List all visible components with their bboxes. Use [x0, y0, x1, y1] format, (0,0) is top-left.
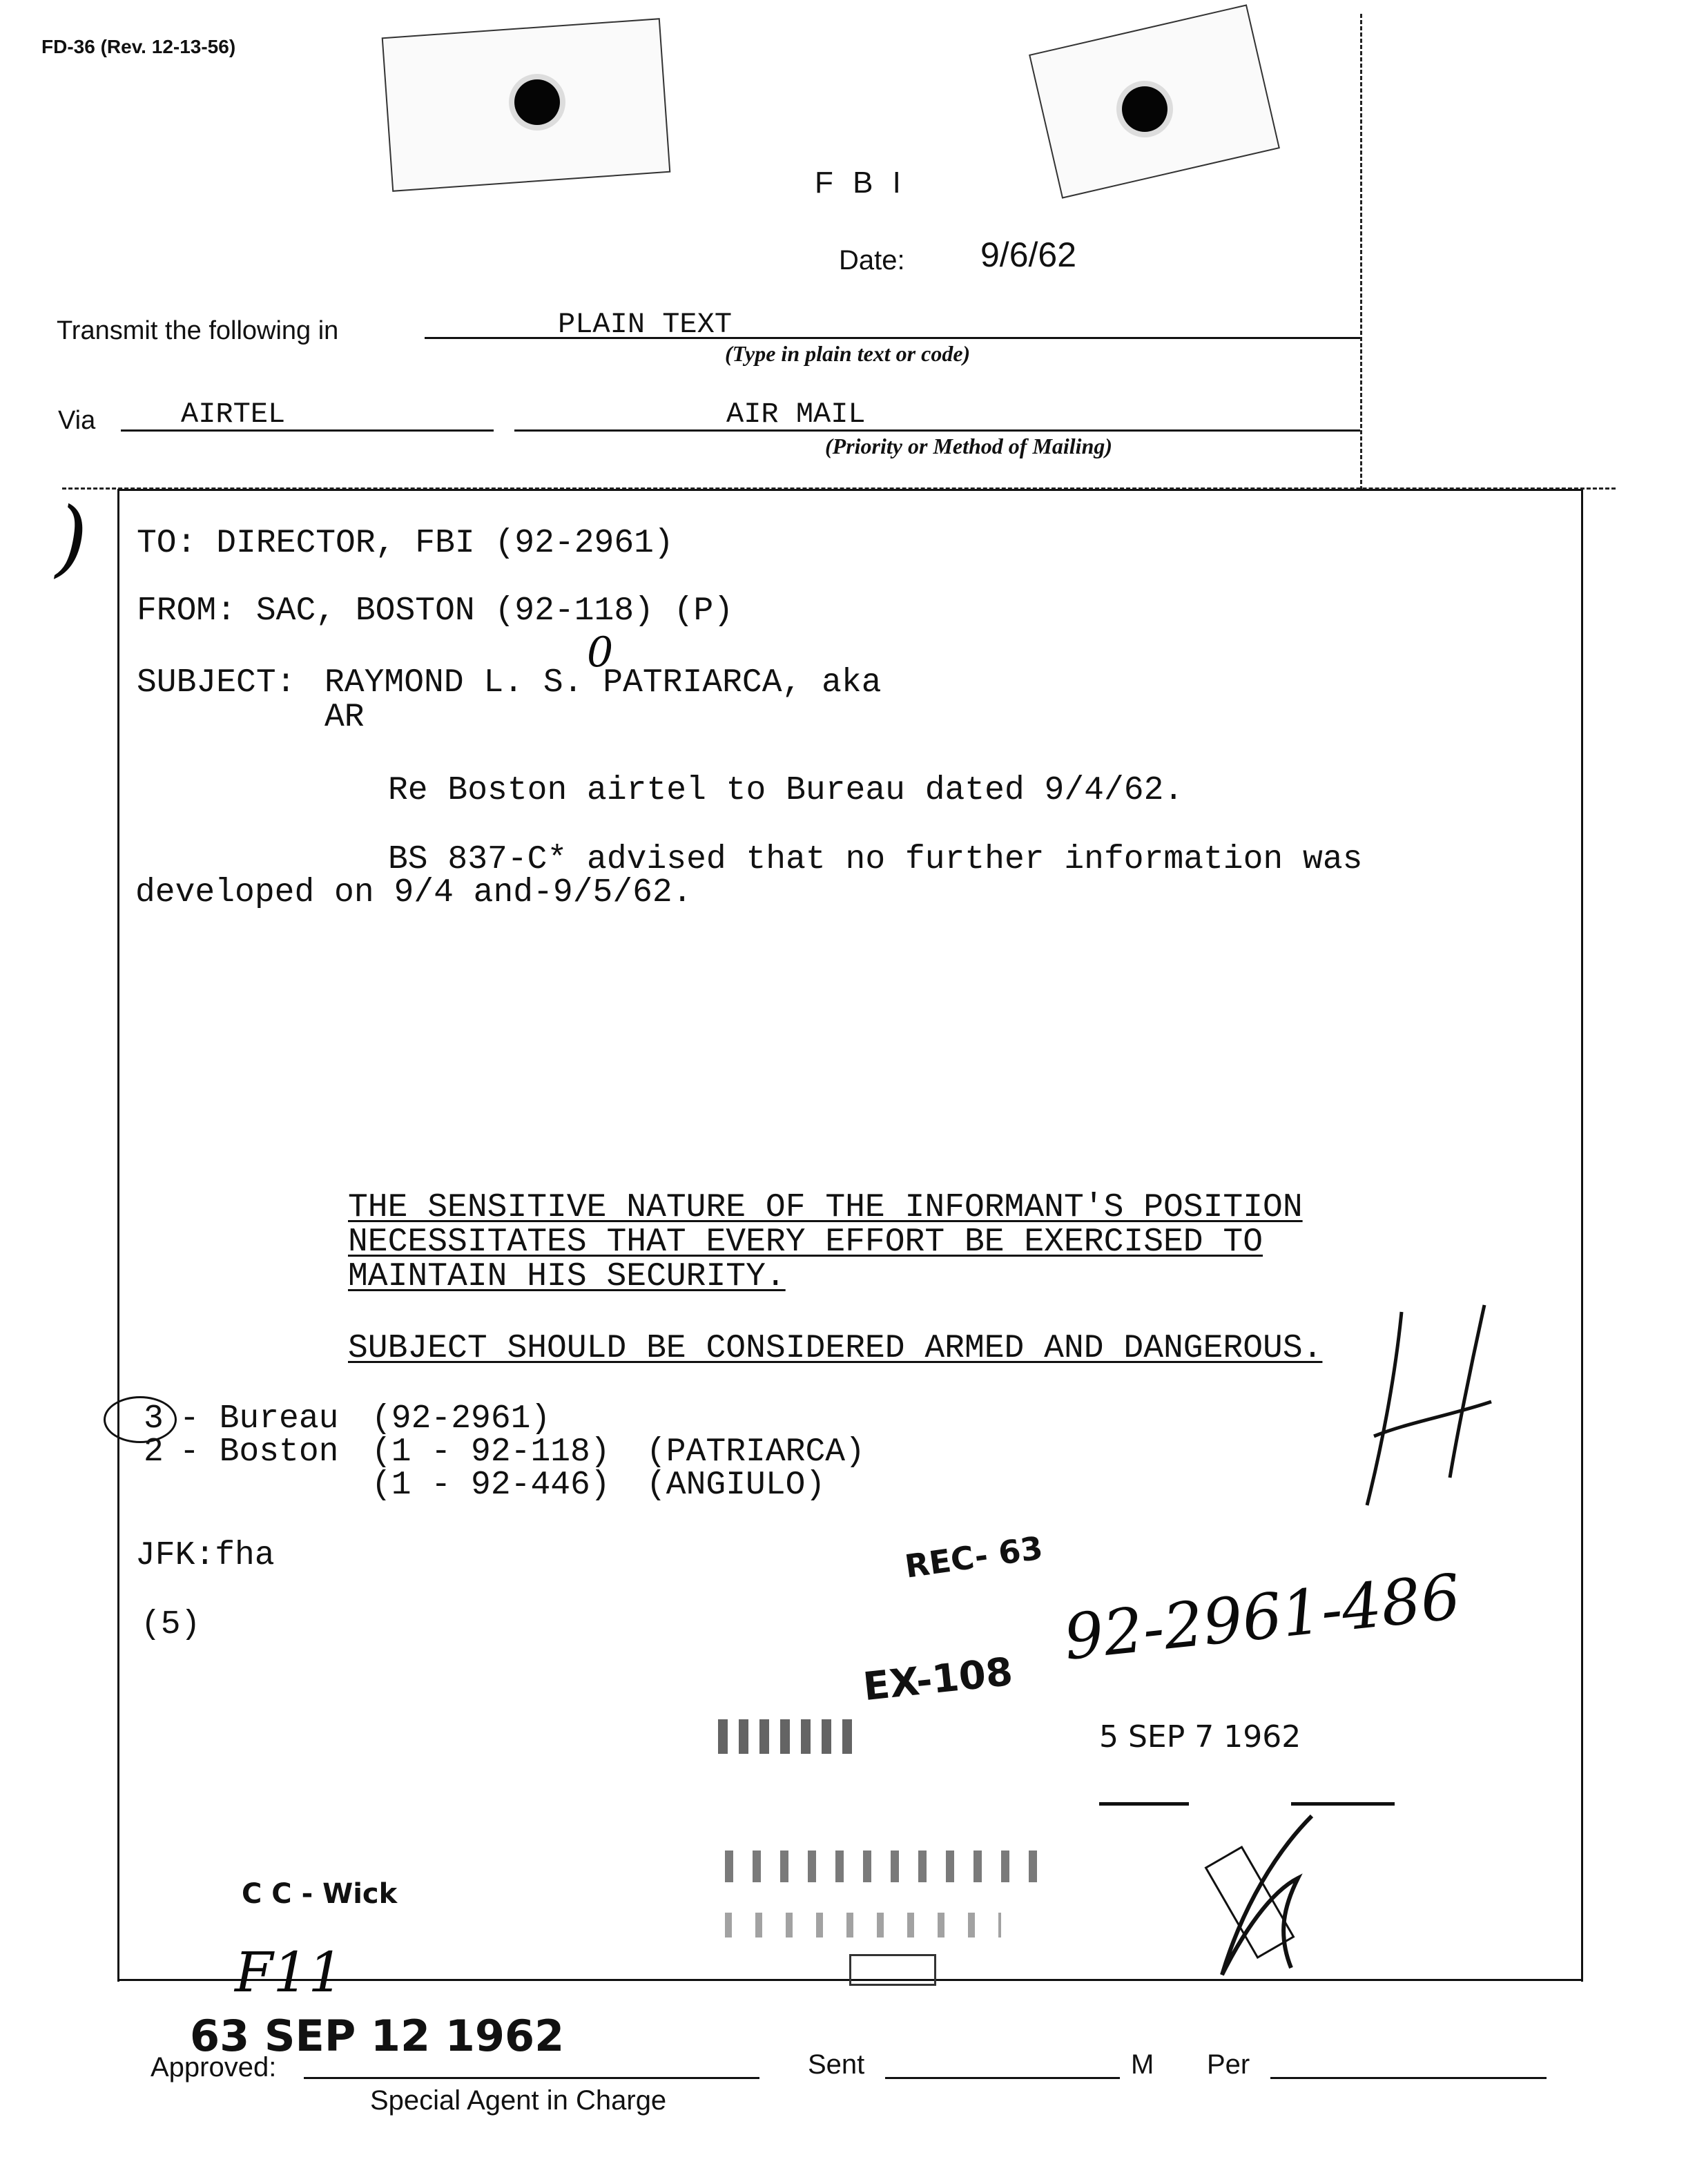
via-label: Via — [58, 406, 96, 435]
memo-para2-line2: developed on 9/4 and-9/5/62. — [135, 874, 692, 911]
message-box-top — [117, 489, 1581, 491]
distribution-count-2: 2 — [144, 1433, 164, 1471]
copies-count: (5) — [141, 1606, 201, 1643]
priority-line — [514, 429, 1360, 432]
memo-para1: Re Boston airtel to Bureau dated 9/4/62. — [388, 772, 1184, 809]
m-label: M — [1131, 2049, 1154, 2080]
message-box-left — [117, 489, 119, 1982]
memo-from: FROM: SAC, BOSTON (92-118) (P) — [137, 592, 734, 630]
armed-warning: SUBJECT SHOULD BE CONSIDERED ARMED AND DANGEROUS. — [348, 1330, 1323, 1367]
priority-note: (Priority or Method of Mailing) — [825, 434, 1113, 458]
approved-line — [304, 2077, 759, 2079]
smudged-stamp-1 — [718, 1719, 856, 1754]
memo-subject-code: AR — [324, 699, 365, 736]
handwritten-h-mark — [1353, 1298, 1505, 1519]
bottom-date-stamp: 63 SEP 12 1962 — [190, 2011, 565, 2061]
transmit-note: (Type in plain text or code) — [725, 341, 971, 366]
sent-line — [885, 2077, 1120, 2079]
distribution-note-3: (ANGIULO) — [646, 1467, 826, 1504]
transmit-label: Transmit the following in — [57, 316, 339, 345]
distribution-office-1: - Bureau — [180, 1400, 339, 1438]
distribution-file-2: (1 - 92-118) — [371, 1433, 610, 1471]
per-line — [1270, 2077, 1547, 2079]
distribution-note-2: (PATRIARCA) — [646, 1433, 865, 1471]
smudged-stamp-2 — [725, 1850, 1056, 1882]
agency-label: F B I — [815, 166, 907, 200]
received-date-rule-1 — [1099, 1802, 1189, 1806]
distribution-file-3: (1 - 92-446) — [371, 1467, 610, 1504]
margin-hand-mark: ) — [55, 490, 88, 586]
distribution-count-1: 3 — [144, 1400, 164, 1438]
ex-stamp: EX-108 — [861, 1649, 1015, 1710]
form-number: FD-36 (Rev. 12-13-56) — [41, 36, 236, 57]
typist-initials: JFK:fha — [135, 1537, 275, 1574]
f11-mark: F11 — [235, 1940, 344, 2004]
received-date-stamp: 5 SEP 7 1962 — [1099, 1719, 1301, 1755]
received-date-rule-2 — [1291, 1802, 1395, 1806]
smudged-stamp-3 — [725, 1913, 1001, 1937]
subject-correction: 0 — [587, 628, 614, 677]
date-label: Date: — [839, 245, 905, 276]
distribution-office-2: - Boston — [180, 1433, 339, 1471]
rec-stamp: REC- 63 — [902, 1529, 1045, 1585]
memo-para2-line1: BS 837-C* advised that no further information was — [388, 841, 1363, 878]
priority-value: AIR MAIL — [726, 398, 866, 431]
approved-label: Approved: — [151, 2052, 277, 2082]
transmit-value: PLAIN TEXT — [558, 308, 733, 341]
smudged-stamp-4 — [849, 1954, 936, 1986]
signature-scribble — [1201, 1809, 1339, 1989]
memo-subject-name: RAYMOND L. S. PATRIARCA, aka — [324, 664, 882, 702]
memo-subject-label: SUBJECT: — [137, 664, 296, 702]
punch-hole-right — [1122, 86, 1167, 132]
message-box-right — [1581, 489, 1583, 1982]
distribution-file-1: (92-2961) — [371, 1400, 551, 1438]
sac-label: Special Agent in Charge — [370, 2085, 667, 2116]
circled-count — [104, 1396, 177, 1443]
memo-to: TO: DIRECTOR, FBI (92-2961) — [137, 525, 674, 562]
cc-stamp: C C - Wick — [242, 1878, 398, 1910]
file-number: 92-2961-486 — [1060, 1560, 1464, 1674]
via-line — [121, 429, 494, 432]
punch-hole-left — [514, 79, 560, 125]
via-value: AIRTEL — [181, 398, 286, 431]
warning-line-1: THE SENSITIVE NATURE OF THE INFORMANT'S POSITION — [348, 1189, 1303, 1226]
date-value: 9/6/62 — [980, 235, 1077, 274]
warning-line-3: MAINTAIN HIS SECURITY. — [348, 1258, 786, 1295]
warning-line-2: NECESSITATES THAT EVERY EFFORT BE EXERCISED TO — [348, 1224, 1263, 1261]
header-right-border — [1360, 14, 1362, 490]
per-label: Per — [1207, 2049, 1250, 2080]
sent-label: Sent — [808, 2049, 865, 2080]
